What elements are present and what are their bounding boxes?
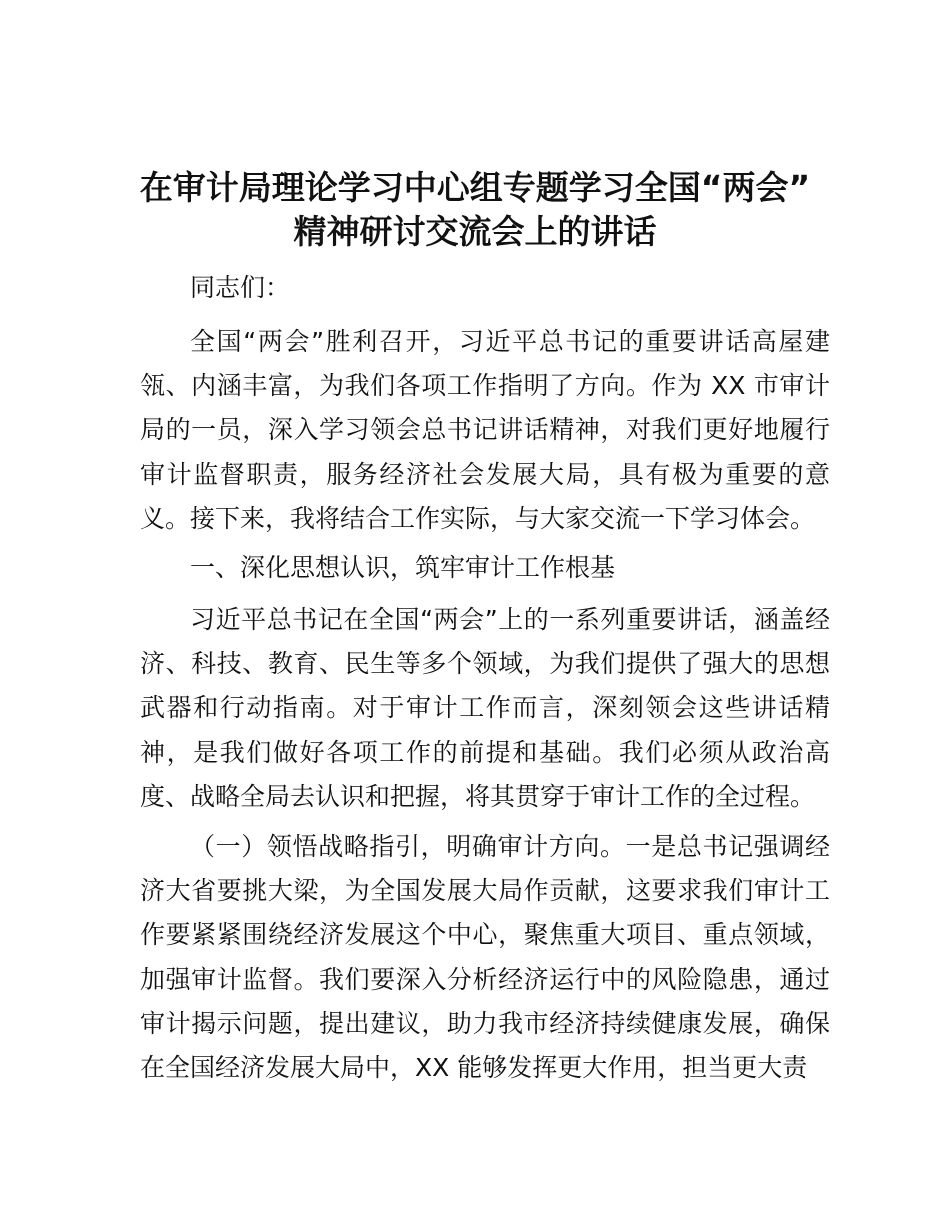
document-title-line-1: 在审计局理论学习中心组专题学习全国“两会”: [139, 168, 811, 207]
paragraph-subsection-1: [140, 825, 830, 1090]
paragraph-subsection-1-text: （一）领悟战略指引，明确审计方向。一是总书记强调经济大省要挑大梁，为全国发展大局作贡献，这要求我们审计工作要紧紧围绕经济发展这个中心，聚焦重大项目、重点领域，加强审计监督。我们要深入分析经济运行中的风险隐患，通过审计揭示问题，提出建议，助力我市经济持续健康发展，确保在全国经济发展大局中，XX 能够发挥更大作用，担当更大责: [140, 832, 830, 1083]
section-heading-1-text: 一、深化思想认识，筑牢审计工作根基: [190, 553, 616, 582]
paragraph-intro: [140, 320, 830, 541]
paragraph-intro-text: 全国“两会”胜利召开，习近平总书记的重要讲话高屋建瓴、内涵丰富，为我们各项工作指明了方向。作为 XX 市审计局的一员，深入学习领会总书记讲话精神，对我们更好地履行审计监督职责，服务经济社会发展大局，具有极为重要的意义。接下来，我将结合工作实际，与大家交流一下学习体会。: [140, 327, 830, 533]
greeting: [140, 266, 830, 310]
section-heading-1: [140, 546, 830, 590]
document-title-line-2: 精神研讨交流会上的讲话: [293, 212, 657, 251]
paragraph-section-1: [140, 598, 830, 819]
paragraph-section-1-text: 习近平总书记在全国“两会”上的一系列重要讲话，涵盖经济、科技、教育、民生等多个领域，为我们提供了强大的思想武器和行动指南。对于审计工作而言，深刻领会这些讲话精神，是我们做好各项工作的前提和基础。我们必须从政治高度、战略全局去认识和把握，将其贯穿于审计工作的全过程。: [140, 605, 830, 811]
greeting-text: 同志们：: [190, 273, 291, 302]
